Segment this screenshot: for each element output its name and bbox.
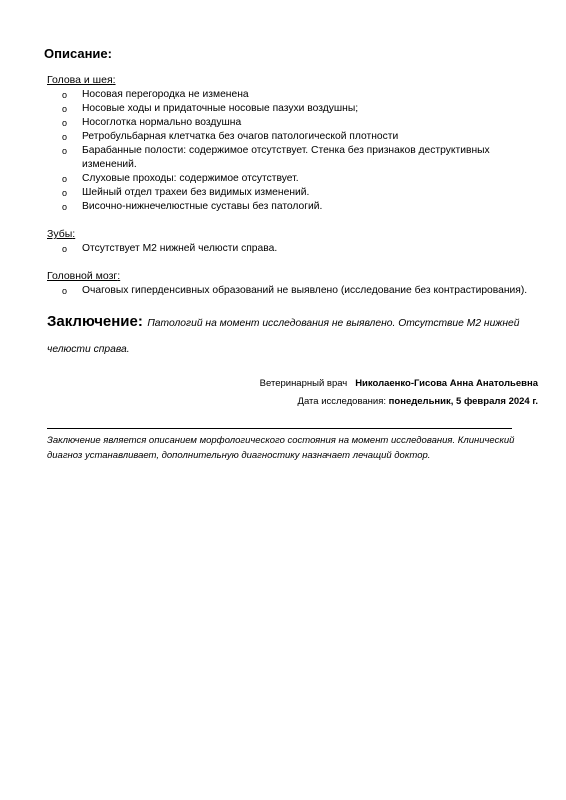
section-title-brain [47, 270, 120, 282]
circle-bullet-icon: o [62, 174, 68, 184]
brain-list [47, 284, 547, 298]
section-title-text: Голова и шея [47, 74, 113, 86]
exam-date [298, 396, 538, 407]
circle-bullet-icon: o [62, 146, 68, 156]
footnote: Заключение является описанием морфологического состояния на момент исследования. Клинический диагноз устанавливает, дополнительную диагностику назначает лечащий доктор. [47, 435, 515, 461]
description-heading: Описание: [44, 46, 112, 61]
circle-bullet-icon: o [62, 90, 68, 100]
section-title-teeth [47, 228, 75, 240]
list-item [47, 144, 547, 172]
list-item-text: Очаговых гиперденсивных образований не выявлено (исследование без контрастирования). [82, 285, 528, 296]
list-item [47, 186, 547, 200]
list-item-text: Височно-нижнечелюстные суставы без патологий. [82, 201, 323, 212]
section-title-text: Зубы [47, 228, 73, 240]
conclusion [47, 310, 537, 362]
list-item [47, 172, 547, 186]
list-item [47, 88, 547, 102]
list-item-text: Ретробульбарная клетчатка без очагов патологической плотности [82, 131, 399, 142]
doctor-role: Ветеринарный врач [259, 378, 348, 389]
circle-bullet-icon: o [62, 104, 68, 114]
section-title-colon: : [112, 74, 116, 86]
teeth-list [47, 242, 547, 256]
circle-bullet-icon: o [62, 244, 68, 254]
list-item-text: Носоглотка нормально воздушна [82, 117, 242, 128]
list-item-text: Барабанные полости: содержимое отсутствует. Стенка без признаков деструктивных изменений. [82, 145, 490, 170]
exam-date-label: Дата исследования: [297, 396, 387, 407]
list-item [47, 242, 547, 256]
circle-bullet-icon: o [62, 132, 68, 142]
section-title-text: Головной мозг [47, 270, 118, 282]
list-item [47, 102, 547, 116]
doctor-signature [260, 378, 538, 389]
circle-bullet-icon: o [62, 118, 68, 128]
section-title-colon: : [72, 228, 76, 240]
list-item-text: Носовые ходы и придаточные носовые пазухи воздушны; [82, 103, 359, 114]
section-title-colon: : [117, 270, 121, 282]
list-item [47, 200, 547, 214]
circle-bullet-icon: o [62, 188, 68, 198]
conclusion-text: Патологий на момент исследования не выявлено. Отсутствие М2 нижней челюсти справа. [47, 318, 520, 355]
doctor-name: Николаенко-Гисова Анна Анатольевна [355, 378, 538, 389]
exam-date-value: понедельник, 5 февраля 2024 г. [388, 396, 538, 407]
list-item [47, 116, 547, 130]
list-item [47, 284, 547, 298]
conclusion-label: Заключение: [47, 313, 143, 330]
section-title-head-neck [47, 74, 116, 86]
list-item-text: Слуховые проходы: содержимое отсутствует. [82, 173, 299, 184]
head-neck-list [47, 88, 547, 214]
list-item-text: Носовая перегородка не изменена [82, 89, 249, 100]
list-item-text: Шейный отдел трахеи без видимых изменений. [82, 187, 310, 198]
list-item [47, 130, 547, 144]
circle-bullet-icon: o [62, 202, 68, 212]
list-item-text: Отсутствует М2 нижней челюсти справа. [82, 243, 278, 254]
divider-line [47, 428, 512, 429]
circle-bullet-icon: o [62, 286, 68, 296]
